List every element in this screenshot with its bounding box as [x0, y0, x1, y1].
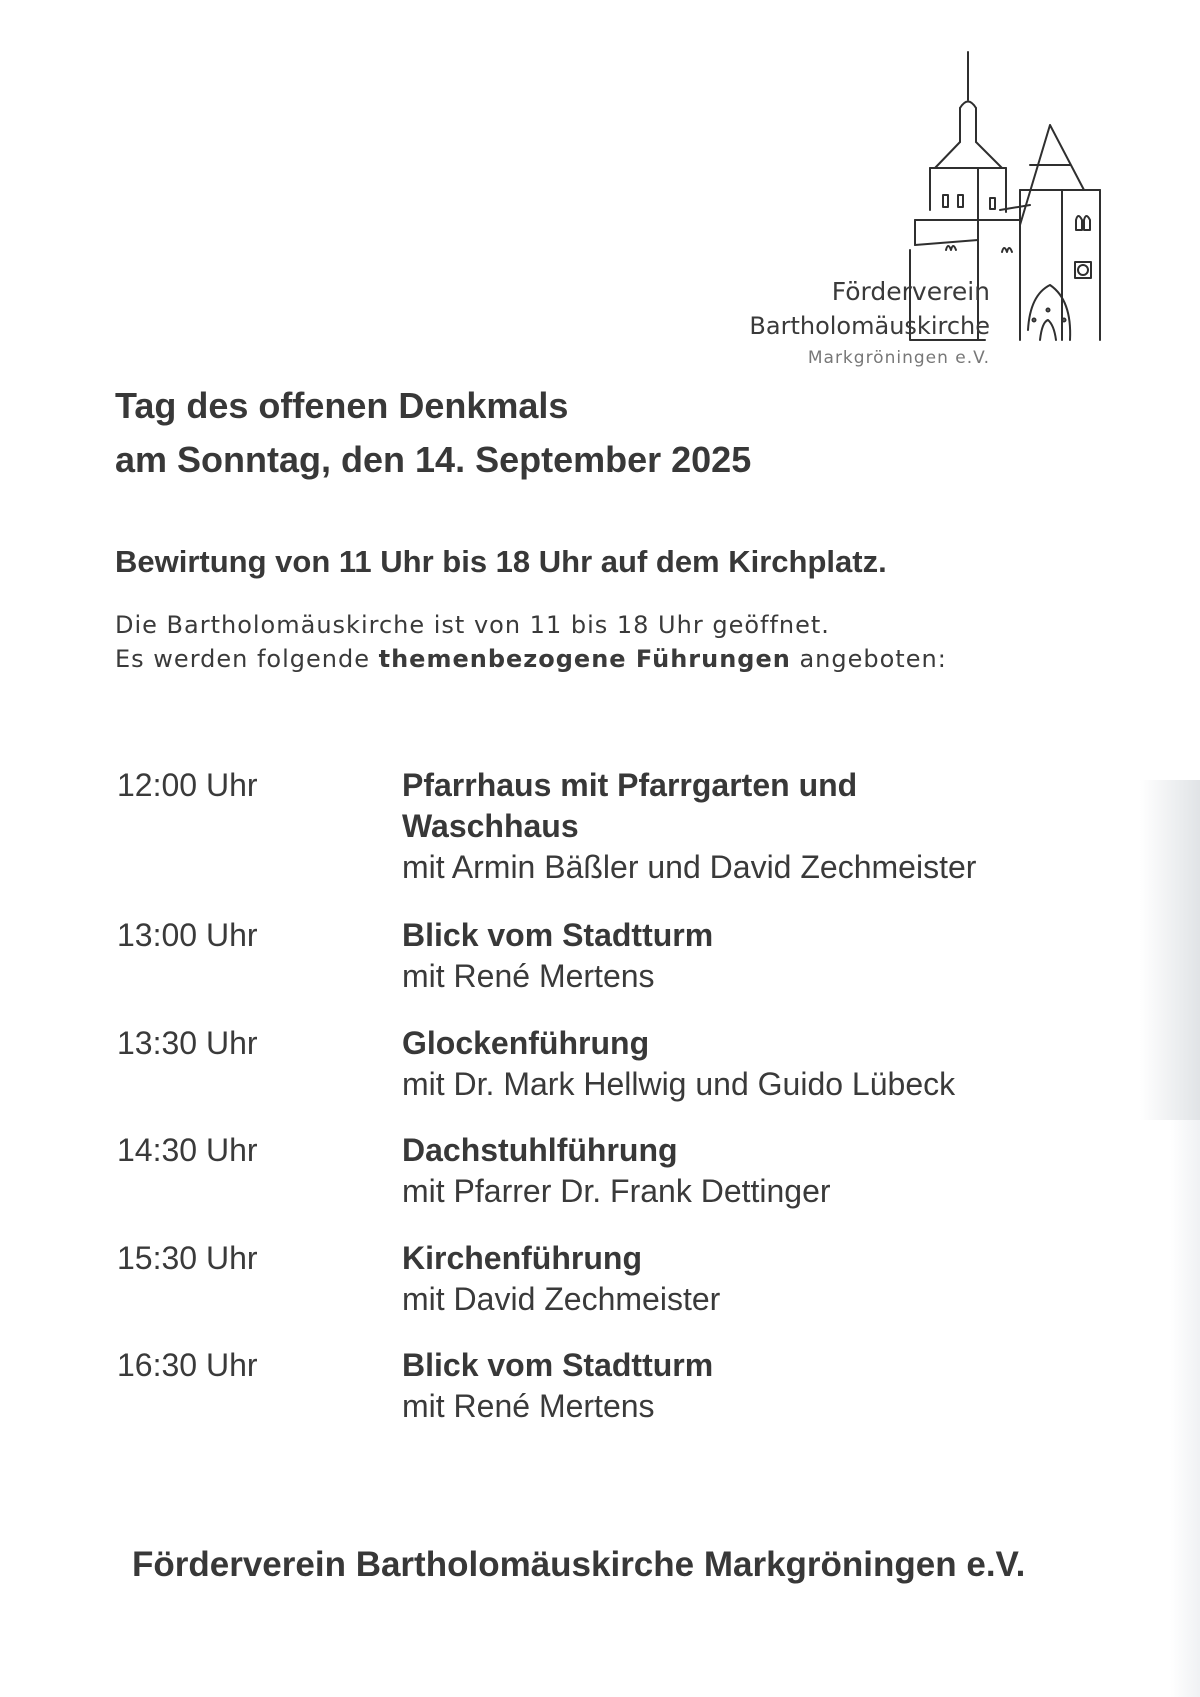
opening-hours: Die Bartholomäuskirche ist von 11 bis 18 Uhr geöffnet.: [115, 611, 830, 639]
scan-shadow: [1140, 780, 1200, 1120]
schedule-time: 14:30 Uhr: [117, 1132, 258, 1168]
tours-intro-post: angeboten:: [790, 645, 947, 673]
catering-info: Bewirtung von 11 Uhr bis 18 Uhr auf dem Kirchplatz.: [115, 544, 887, 579]
schedule-guide: mit Dr. Mark Hellwig und Guido Lübeck: [402, 1066, 956, 1102]
schedule-guide: mit Armin Bäßler und David Zechmeister: [402, 849, 977, 885]
schedule-title: Blick vom Stadtturm: [402, 1347, 714, 1383]
logo-line-foerderverein: Förderverein: [831, 277, 990, 306]
schedule-time: 13:30 Uhr: [117, 1025, 258, 1061]
schedule-title: Dachstuhlführung: [402, 1132, 678, 1168]
schedule-guide: mit René Mertens: [402, 1388, 655, 1424]
schedule-guide: mit Pfarrer Dr. Frank Dettinger: [402, 1173, 831, 1209]
schedule-title: Blick vom Stadtturm: [402, 917, 714, 953]
schedule-title: Glockenführung: [402, 1025, 650, 1061]
schedule-time: 13:00 Uhr: [117, 917, 258, 953]
schedule-title: Kirchenführung: [402, 1240, 642, 1276]
logo: [730, 50, 1120, 370]
schedule-title: Pfarrhaus mit Pfarrgarten und: [402, 767, 858, 803]
event-title: Tag des offenen Denkmals: [115, 385, 569, 426]
footer-organization: Förderverein Bartholomäuskirche Markgröningen e.V.: [132, 1545, 1026, 1584]
schedule-title-cont: Waschhaus: [402, 808, 579, 844]
schedule-time: 16:30 Uhr: [117, 1347, 258, 1383]
schedule-time: 12:00 Uhr: [117, 767, 258, 803]
event-date: am Sonntag, den 14. September 2025: [115, 439, 752, 480]
schedule-guide: mit René Mertens: [402, 958, 655, 994]
logo-line-church: Bartholomäuskirche: [749, 312, 990, 340]
tours-intro-pre: Es werden folgende: [115, 645, 379, 673]
schedule-guide: mit David Zechmeister: [402, 1281, 721, 1317]
schedule-time: 15:30 Uhr: [117, 1240, 258, 1276]
scan-shadow-edge: [1170, 1120, 1200, 1697]
logo-line-town: Markgröningen e.V.: [807, 348, 990, 368]
tours-intro-bold: themenbezogene Führungen: [378, 645, 791, 673]
tours-intro: [115, 645, 947, 673]
